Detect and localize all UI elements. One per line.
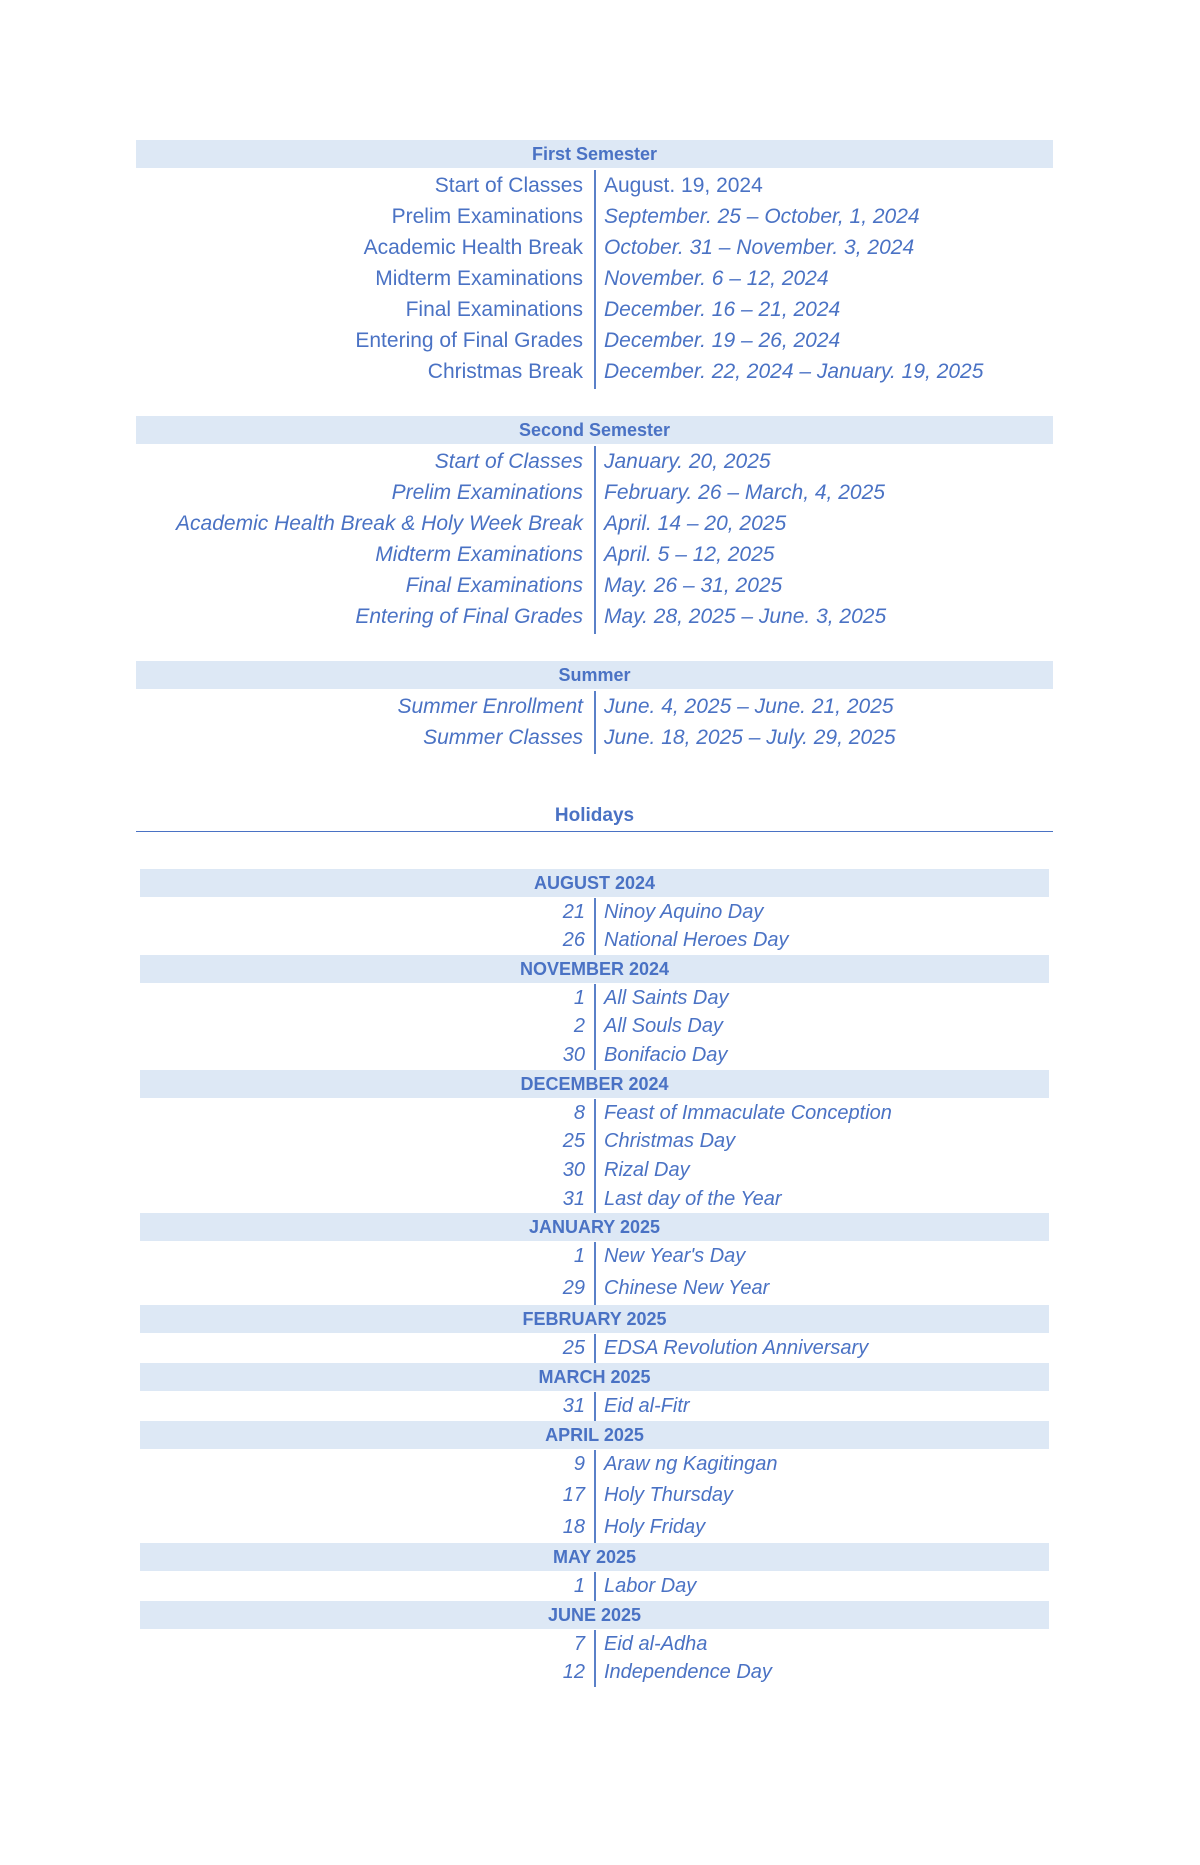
holiday-row — [0, 1242, 1200, 1271]
event-date: May. 26 – 31, 2025 — [604, 574, 783, 597]
month-header: AUGUST 2024 — [140, 869, 1049, 897]
holiday-name: Holy Friday — [604, 1516, 706, 1538]
holiday-row — [0, 1630, 1200, 1659]
event-date: May. 28, 2025 – June. 3, 2025 — [604, 605, 887, 628]
holiday-day: 31 — [562, 1188, 585, 1210]
holiday-row — [0, 926, 1200, 955]
holiday-name: Chinese New Year — [604, 1277, 770, 1299]
holiday-row — [0, 1450, 1200, 1479]
event-date: August. 19, 2024 — [604, 174, 763, 197]
holiday-row — [0, 1334, 1200, 1363]
event-label: Summer Classes — [423, 726, 583, 749]
holiday-row — [0, 1185, 1200, 1214]
holiday-day: 2 — [573, 1015, 585, 1037]
holiday-day: 8 — [573, 1102, 585, 1124]
schedule-row — [0, 509, 1200, 539]
event-date: October. 31 – November. 3, 2024 — [604, 236, 915, 259]
holiday-row — [0, 1481, 1200, 1510]
month-header: DECEMBER 2024 — [140, 1070, 1049, 1098]
event-label: Final Examinations — [405, 574, 583, 597]
event-label: Summer Enrollment — [397, 695, 583, 718]
month-header: NOVEMBER 2024 — [140, 955, 1049, 983]
holiday-row — [0, 984, 1200, 1013]
schedule-row — [0, 264, 1200, 294]
holiday-day: 21 — [562, 901, 585, 923]
holiday-row — [0, 1156, 1200, 1185]
holiday-name: Last day of the Year — [604, 1188, 782, 1210]
holiday-day: 1 — [573, 987, 585, 1009]
holiday-day: 30 — [562, 1044, 585, 1066]
holiday-row — [0, 1099, 1200, 1128]
schedule-row — [0, 171, 1200, 201]
schedule-row — [0, 602, 1200, 632]
event-date: December. 19 – 26, 2024 — [604, 329, 841, 352]
holiday-name: Holy Thursday — [604, 1484, 733, 1506]
holiday-row — [0, 1041, 1200, 1070]
event-label: Midterm Examinations — [375, 543, 583, 566]
holiday-day: 30 — [562, 1159, 585, 1181]
event-label: Start of Classes — [434, 174, 583, 197]
month-header: MARCH 2025 — [140, 1363, 1049, 1391]
holiday-name: Araw ng Kagitingan — [604, 1453, 778, 1475]
month-header: FEBRUARY 2025 — [140, 1305, 1049, 1333]
schedule-row — [0, 233, 1200, 263]
holiday-name: Ninoy Aquino Day — [604, 901, 764, 923]
holiday-name: Independence Day — [604, 1661, 772, 1683]
event-date: February. 26 – March, 4, 2025 — [604, 481, 885, 504]
holiday-name: Rizal Day — [604, 1159, 690, 1181]
holiday-row — [0, 898, 1200, 927]
event-date: April. 14 – 20, 2025 — [604, 512, 787, 535]
event-date: December. 22, 2024 – January. 19, 2025 — [604, 360, 984, 383]
holiday-name: Eid al-Fitr — [604, 1395, 690, 1417]
month-header: APRIL 2025 — [140, 1421, 1049, 1449]
holiday-name: Eid al-Adha — [604, 1633, 708, 1655]
holiday-day: 7 — [573, 1633, 585, 1655]
holiday-row — [0, 1513, 1200, 1542]
event-label: Academic Health Break — [363, 236, 583, 259]
event-label: Final Examinations — [405, 298, 583, 321]
schedule-row — [0, 326, 1200, 356]
event-date: November. 6 – 12, 2024 — [604, 267, 829, 290]
holiday-day: 1 — [573, 1245, 585, 1267]
holiday-day: 26 — [562, 929, 585, 951]
schedule-row — [0, 723, 1200, 753]
holiday-name: Bonifacio Day — [604, 1044, 728, 1066]
schedule-row — [0, 447, 1200, 477]
event-label: Christmas Break — [427, 360, 583, 383]
event-label: Entering of Final Grades — [355, 605, 583, 628]
holiday-day: 25 — [562, 1337, 585, 1359]
holidays-title: Holidays — [554, 805, 635, 826]
event-date: June. 18, 2025 – July. 29, 2025 — [604, 726, 896, 749]
holiday-row — [0, 1572, 1200, 1601]
holiday-name: Labor Day — [604, 1575, 697, 1597]
event-label: Prelim Examinations — [391, 481, 583, 504]
holiday-day: 31 — [562, 1395, 585, 1417]
holiday-name: New Year's Day — [604, 1245, 746, 1267]
schedule-row — [0, 692, 1200, 722]
schedule-row — [0, 478, 1200, 508]
holiday-day: 9 — [573, 1453, 585, 1475]
schedule-row — [0, 357, 1200, 387]
event-date: December. 16 – 21, 2024 — [604, 298, 841, 321]
schedule-row — [0, 571, 1200, 601]
event-label: Academic Health Break & Holy Week Break — [176, 512, 583, 535]
first-semester-header: First Semester — [136, 140, 1053, 168]
event-label: Start of Classes — [434, 450, 583, 473]
event-label: Prelim Examinations — [391, 205, 583, 228]
schedule-row — [0, 540, 1200, 570]
event-label: Midterm Examinations — [375, 267, 583, 290]
month-header: JANUARY 2025 — [140, 1213, 1049, 1241]
holiday-day: 1 — [573, 1575, 585, 1597]
holiday-day: 17 — [562, 1484, 585, 1506]
holiday-row — [0, 1127, 1200, 1156]
schedule-row — [0, 202, 1200, 232]
holiday-row — [0, 1658, 1200, 1687]
event-date: January. 20, 2025 — [604, 450, 771, 473]
event-date: September. 25 – October, 1, 2024 — [604, 205, 920, 228]
holidays-divider — [136, 831, 1053, 832]
second-semester-header: Second Semester — [136, 416, 1053, 444]
holiday-day: 25 — [562, 1130, 585, 1152]
holiday-row — [0, 1392, 1200, 1421]
holiday-day: 18 — [562, 1516, 585, 1538]
holiday-name: All Saints Day — [604, 987, 729, 1009]
holiday-name: EDSA Revolution Anniversary — [604, 1337, 869, 1359]
event-date: April. 5 – 12, 2025 — [604, 543, 775, 566]
month-header: JUNE 2025 — [140, 1601, 1049, 1629]
summer-header: Summer — [136, 661, 1053, 689]
holiday-name: All Souls Day — [604, 1015, 723, 1037]
month-header: MAY 2025 — [140, 1543, 1049, 1571]
holiday-day: 12 — [562, 1661, 585, 1683]
holiday-name: National Heroes Day — [604, 929, 789, 951]
holiday-name: Feast of Immaculate Conception — [604, 1102, 892, 1124]
holiday-day: 29 — [562, 1277, 585, 1299]
event-date: June. 4, 2025 – June. 21, 2025 — [604, 695, 894, 718]
holiday-name: Christmas Day — [604, 1130, 736, 1152]
holiday-row — [0, 1012, 1200, 1041]
schedule-row — [0, 295, 1200, 325]
holiday-row — [0, 1274, 1200, 1303]
event-label: Entering of Final Grades — [355, 329, 583, 352]
